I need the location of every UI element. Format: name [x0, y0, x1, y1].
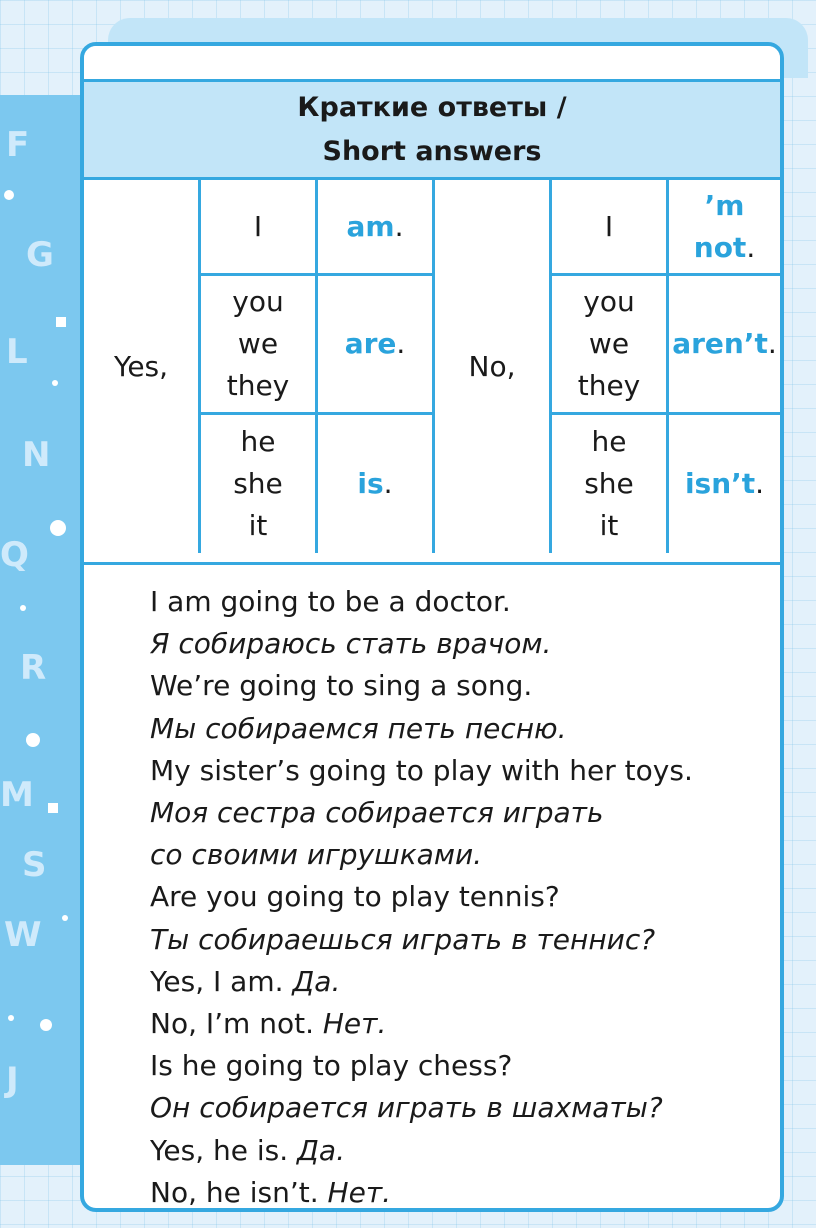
decorative-dot	[20, 605, 26, 611]
verb-m: ’m	[704, 188, 745, 222]
example-line-en: Are you going to play tennis?	[150, 880, 560, 914]
side-letter-s: S	[22, 845, 47, 885]
example-line-en: We’re going to sing a song.	[150, 669, 533, 703]
side-letter-j: J	[6, 1060, 19, 1100]
no-pronoun-cell-he-she-it	[549, 415, 666, 553]
example-line-en: I am going to be a doctor.	[150, 585, 511, 618]
pronoun: he	[591, 425, 627, 458]
yes-verb-cell-are	[315, 276, 432, 415]
decorative-dot	[52, 380, 58, 386]
decorative-letter-strip	[0, 95, 80, 1165]
example-line-ru: Ты собираешься играть в теннис?	[150, 922, 656, 956]
grammar-card	[80, 42, 784, 1212]
no-verb-cell-isnt	[666, 415, 780, 553]
yes-verb-cell-am	[315, 180, 432, 276]
yes-pronoun-cell-he-she-it	[198, 415, 315, 553]
example-line-en: My sister’s going to play with her toys.	[150, 753, 693, 787]
pronoun: he	[240, 425, 276, 458]
card-header-strip	[84, 46, 780, 82]
decorative-dot	[62, 915, 68, 921]
decorative-dot	[4, 190, 14, 200]
yes-label-cell	[84, 180, 198, 553]
pronoun: it	[599, 509, 619, 542]
decorative-dot	[50, 520, 66, 536]
example-line-ru: Он собирается играть в шахматы?	[150, 1091, 663, 1125]
example-line-mixed: No, he isn’t. Нет.	[150, 1175, 392, 1209]
no-label-cell	[432, 180, 549, 553]
punct: .	[755, 467, 765, 500]
side-letter-r: R	[20, 648, 47, 688]
yes-pronoun-cell-you-we-they	[198, 276, 315, 415]
no-verb-cell-arent	[666, 276, 780, 415]
example-line-mixed: Yes, I am. Да.	[150, 964, 341, 998]
example-line-ru: со своими игрушками.	[150, 838, 483, 872]
side-letter-n: N	[22, 435, 51, 475]
decorative-dot	[40, 1019, 52, 1031]
no-label: No,	[468, 349, 516, 383]
example-line-mixed: Yes, he is. Да.	[150, 1133, 345, 1167]
side-letter-g: G	[26, 235, 54, 275]
side-letter-q: Q	[0, 535, 29, 575]
side-letter-f: F	[6, 125, 30, 165]
pronoun: we	[588, 327, 630, 360]
no-pronoun-cell-you-we-they	[549, 276, 666, 415]
verb-isnt: isn’t	[684, 467, 756, 500]
pronoun: we	[237, 327, 279, 360]
example-line-mixed: No, I’m not. Нет.	[150, 1007, 387, 1041]
side-letter-m: M	[0, 775, 34, 815]
verb-is: is	[357, 467, 384, 500]
example-sentences	[84, 565, 780, 1212]
decorative-square	[48, 803, 58, 813]
example-line-ru: Мы собираемся петь песню.	[150, 711, 567, 745]
punct: .	[767, 327, 777, 360]
side-letter-w: W	[4, 915, 42, 955]
no-verb-cell-m-not	[666, 180, 780, 276]
pronoun: you	[583, 285, 635, 318]
title-line-ru: Краткие ответы /	[297, 91, 567, 123]
pronoun: it	[248, 509, 268, 542]
short-answers-table	[84, 180, 780, 565]
punct: .	[746, 230, 756, 264]
table-title	[84, 82, 780, 180]
title-line-en: Short answers	[322, 135, 542, 167]
side-letter-l: L	[6, 332, 28, 372]
yes-verb-cell-is	[315, 415, 432, 553]
pronoun: I	[604, 209, 614, 243]
yes-label: Yes,	[113, 349, 169, 383]
pronoun: they	[226, 369, 290, 402]
pronoun: I	[253, 209, 263, 243]
decorative-square	[56, 317, 66, 327]
example-line-en: Is he going to play chess?	[150, 1049, 513, 1083]
decorative-dot	[26, 733, 40, 747]
no-pronoun-cell-i	[549, 180, 666, 276]
pronoun: she	[584, 467, 634, 500]
verb-am: am	[346, 209, 395, 243]
punct: .	[394, 209, 404, 243]
decorative-dot	[8, 1015, 14, 1021]
verb-not: not	[693, 230, 747, 264]
yes-pronoun-cell-i	[198, 180, 315, 276]
example-line-ru: Моя сестра собирается играть	[150, 796, 604, 830]
verb-arent: aren’t	[672, 327, 768, 360]
punct: .	[396, 327, 406, 360]
punct: .	[383, 467, 393, 500]
pronoun: they	[577, 369, 641, 402]
pronoun: she	[233, 467, 283, 500]
pronoun: you	[232, 285, 284, 318]
verb-are: are	[344, 327, 397, 360]
example-line-ru: Я собираюсь стать врачом.	[150, 627, 552, 661]
